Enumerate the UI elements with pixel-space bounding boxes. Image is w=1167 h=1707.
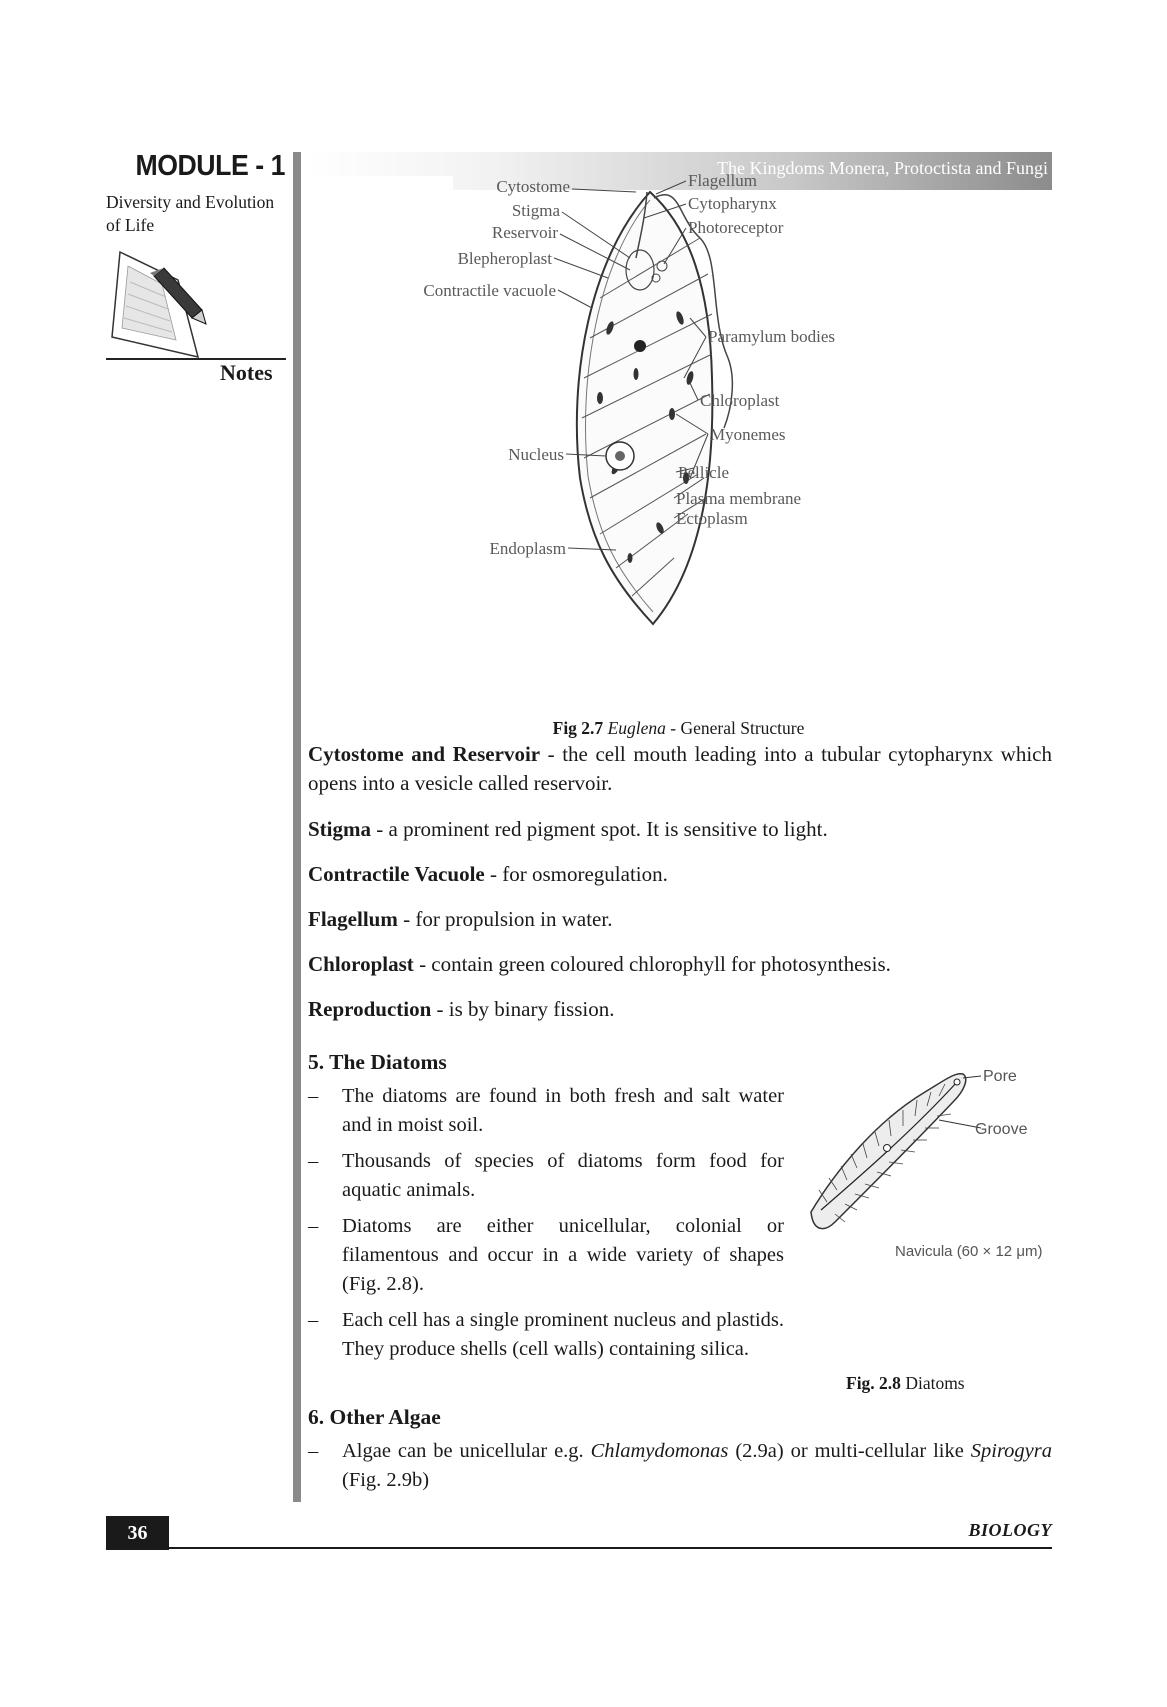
module-title: MODULE - 1	[135, 150, 285, 182]
caption-28-number: Fig. 2.8	[846, 1373, 901, 1393]
module-subtitle-line2: of Life	[106, 215, 155, 235]
other-algae-heading: 6. Other Algae	[308, 1405, 441, 1429]
diatom-figure	[805, 1062, 1043, 1272]
paragraph-cytostome	[308, 740, 1052, 798]
diatom-bullet-3	[308, 1212, 784, 1299]
algae-italic-1: Chlamydomonas	[590, 1440, 729, 1462]
label-reservoir: Reservoir	[491, 223, 558, 242]
caption-27-number: Fig 2.7	[552, 718, 604, 738]
label-stigma: Stigma	[511, 201, 560, 220]
paragraph-flagellum	[308, 905, 1052, 934]
term-cytostome: Cytostome and Reservoir	[308, 742, 541, 766]
bullet-dash: –	[308, 1150, 319, 1172]
paragraph-reproduction	[308, 995, 1052, 1024]
diatom-bullet-2-text: Thousands of species of diatoms form food for aquatic animals.	[342, 1150, 784, 1201]
margin-vertical-bar	[293, 152, 301, 1502]
bullet-dash: –	[308, 1309, 319, 1331]
caption-28-text: Diatoms	[900, 1373, 965, 1393]
footer-subject: BIOLOGY	[968, 1520, 1052, 1540]
label-nucleus: Nucleus	[508, 445, 564, 464]
label-myonemes: Myonemes	[710, 425, 786, 444]
diatom-bullet-4-text: Each cell has a single prominent nucleus and plastids. They produce shells (cell walls) containing silica.	[342, 1309, 784, 1360]
bullet-dash: –	[308, 1215, 319, 1237]
term-stigma: Stigma	[308, 817, 371, 841]
paragraph-chloroplast	[308, 950, 1052, 979]
module-subtitle-line1: Diversity and Evolution	[106, 192, 275, 212]
label-chloroplast: Chloroplast	[700, 391, 780, 410]
text-stigma: - a prominent red pigment spot. It is sensitive to light.	[371, 817, 828, 841]
bullet-dash: –	[308, 1440, 319, 1462]
chapter-title: The Kingdoms Monera, Protoctista and Fungi	[717, 158, 1048, 178]
label-pore: Pore	[983, 1068, 1017, 1085]
algae-text-2: (2.9a) or multi-cellular like	[728, 1440, 971, 1462]
footer-rule	[169, 1547, 1052, 1549]
euglena-body	[577, 192, 713, 624]
algae-italic-2: Spirogyra	[970, 1440, 1053, 1462]
term-flagellum: Flagellum	[308, 907, 398, 931]
term-chloroplast: Chloroplast	[308, 952, 414, 976]
other-algae-bullet	[308, 1437, 1052, 1495]
chapter-header-notch	[305, 176, 453, 190]
diatom-bullet-1-text: The diatoms are found in both fresh and salt water and in moist soil.	[342, 1085, 784, 1136]
text-cytostome: - the cell mouth leading into a tubular cytopharynx which opens into a vesicle called reservoir.	[308, 742, 1052, 795]
euglena-figure	[423, 171, 940, 638]
bullet-dash: –	[308, 1085, 319, 1107]
diatoms-heading: 5. The Diatoms	[308, 1050, 447, 1074]
label-pellicle: Pellicle	[678, 463, 729, 482]
label-plasma-membrane: Plasma membrane	[676, 489, 802, 508]
paragraph-contractile-vacuole	[308, 860, 1052, 889]
text-flagellum: - for propulsion in water.	[397, 907, 613, 931]
term-contractile-vacuole: Contractile Vacuole	[308, 862, 485, 886]
caption-27-italic: Euglena	[607, 718, 666, 738]
page-number: 36	[106, 1516, 169, 1550]
notes-pencil-icon	[106, 242, 206, 362]
notes-label: Notes	[220, 360, 273, 385]
diatom-bullet-1	[308, 1082, 784, 1140]
text-chloroplast: - contain green coloured chlorophyll for photosynthesis.	[413, 952, 891, 976]
label-endoplasm: Endoplasm	[489, 539, 566, 558]
label-cytopharynx: Cytopharynx	[688, 194, 777, 213]
text-contractile-vacuole: - for osmoregulation.	[484, 862, 668, 886]
diatom-bullet-4	[308, 1306, 784, 1364]
label-cytostome: Cytostome	[496, 177, 570, 196]
diatom-bullet-2	[308, 1147, 784, 1205]
label-photoreceptor: Photoreceptor	[688, 218, 784, 237]
algae-text-3: (Fig. 2.9b)	[342, 1469, 430, 1491]
figure-2-8-caption	[846, 1373, 965, 1394]
module-subtitle	[106, 191, 296, 237]
text-reproduction: - is by binary fission.	[431, 997, 615, 1021]
algae-text-1: Algae can be unicellular e.g.	[342, 1440, 591, 1462]
label-blepheroplast: Blepheroplast	[457, 249, 552, 268]
label-ectoplasm: Ectoplasm	[676, 509, 748, 528]
diatom-bullet-3-text: Diatoms are either unicellular, colonial or filamentous and occur in a wide variety of shapes (Fig. 2.8).	[342, 1215, 784, 1295]
label-contractile-vacuole: Contractile vacuole	[423, 281, 556, 300]
label-paramylum: Paramylum bodies	[708, 327, 836, 346]
paragraph-stigma	[308, 815, 1052, 844]
term-reproduction: Reproduction	[308, 997, 432, 1021]
label-navicula: Navicula (60 × 12 μm)	[895, 1243, 1043, 1260]
label-groove: Groove	[975, 1121, 1028, 1138]
label-flagellum: Flagellum	[688, 171, 757, 190]
caption-27-text: - General Structure	[665, 718, 805, 738]
figure-2-7-caption	[305, 718, 1052, 739]
